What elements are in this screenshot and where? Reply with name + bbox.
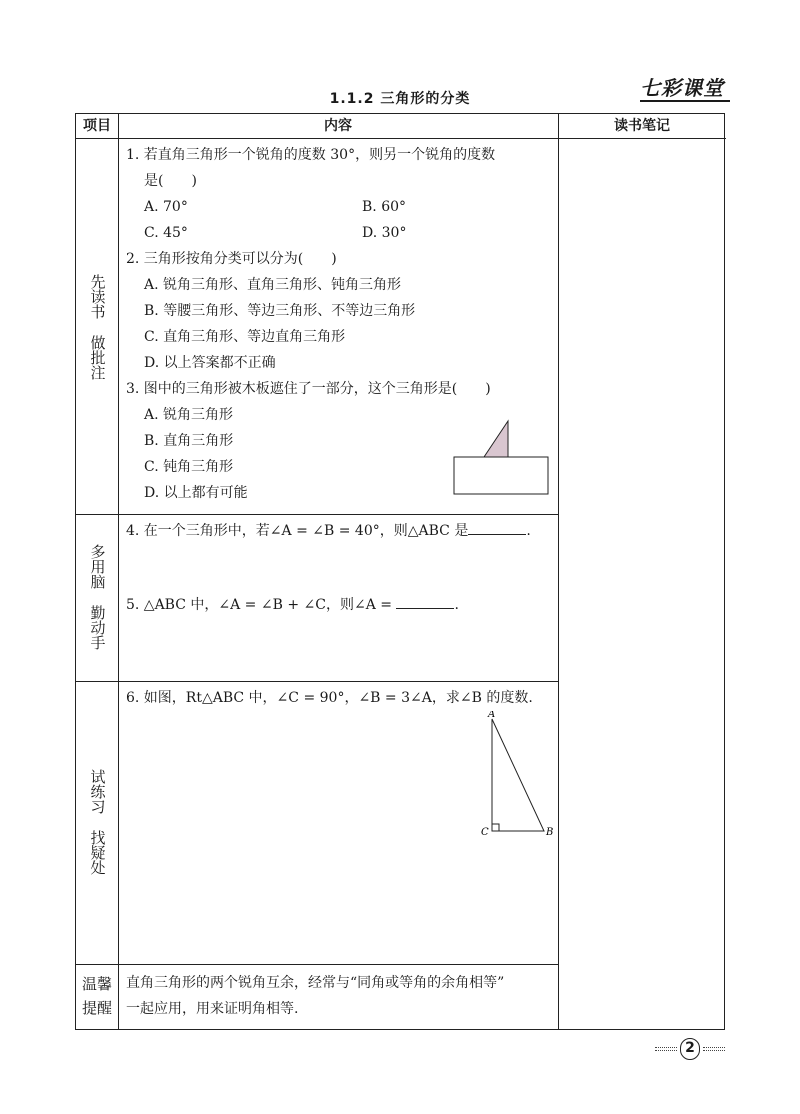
q1-stem: 1. 若直角三角形一个锐角的度数 30°，则另一个锐角的度数	[126, 147, 496, 163]
q4-text: 4. 在一个三角形中，若∠A = ∠B = 40°，则△ABC 是	[126, 523, 469, 539]
q6-stem: 6. 如图，Rt△ABC 中，∠C = 90°，∠B = 3∠A，求∠B 的度数.	[126, 690, 533, 706]
section-label-line: 先读书	[88, 274, 107, 319]
q4-answer-blank[interactable]	[468, 521, 526, 535]
vertex-label-c: C	[481, 827, 489, 838]
tip-line: 一起应用，用来证明角相等.	[126, 1001, 299, 1017]
q3-option-d: D. 以上都有可能	[144, 485, 248, 501]
wooden-board	[454, 457, 548, 494]
section-content-read	[118, 138, 558, 514]
q2-option-d: D. 以上答案都不正确	[144, 355, 276, 371]
page-title: 1.1.2 三角形的分类	[329, 91, 471, 107]
section-label-line: 找疑处	[88, 830, 107, 875]
header-item: 项目	[83, 118, 111, 134]
section-content-think	[118, 514, 558, 681]
q1-option-b: B. 60°	[362, 199, 407, 215]
q5	[126, 592, 459, 618]
hidden-triangle-figure	[450, 416, 550, 496]
tip-line: 直角三角形的两个锐角互余，经常与“同角或等角的余角相等”	[126, 975, 505, 991]
section-label-line: 试练习	[88, 769, 107, 814]
worksheet-table	[75, 113, 725, 1030]
vertex-label-b: B	[546, 827, 554, 838]
q2-option-b: B. 等腰三角形、等边三角形、不等边三角形	[144, 303, 416, 319]
header-content: 内容	[324, 118, 352, 134]
triangle-abc	[492, 719, 544, 831]
q3-stem: 3. 图中的三角形被木板遮住了一部分，这个三角形是( )	[126, 381, 491, 397]
right-triangle-figure	[468, 711, 558, 841]
section-label-line: 做批注	[88, 335, 107, 380]
section-label-line: 提醒	[81, 999, 112, 1017]
q1-stem-cont: 是( )	[144, 173, 197, 189]
section-label-line: 勤动手	[88, 605, 107, 650]
section-label-line: 多用脑	[88, 544, 107, 589]
q4-end: .	[526, 523, 531, 539]
q5-end: .	[454, 597, 459, 613]
q5-answer-blank[interactable]	[396, 595, 454, 609]
q1-option-a: A. 70°	[144, 199, 188, 215]
q5-text: 5. △ABC 中，∠A = ∠B + ∠C，则∠A =	[126, 597, 392, 613]
page-number: 2	[680, 1038, 700, 1060]
q3-option-c: C. 钝角三角形	[144, 459, 234, 475]
brand-text: 七彩课堂	[640, 76, 724, 100]
section-label-think	[76, 544, 118, 650]
q1-option-c: C. 45°	[144, 225, 188, 241]
header-notes: 读书笔记	[614, 118, 670, 134]
page-deco-left	[655, 1047, 677, 1051]
q2-stem: 2. 三角形按角分类可以分为( )	[126, 251, 337, 267]
q2-option-c: C. 直角三角形、等边直角三角形	[144, 329, 346, 345]
section-label-read	[76, 274, 118, 380]
q1-option-d: D. 30°	[362, 225, 407, 241]
section-label-tip	[76, 972, 118, 1020]
page-number-badge	[655, 1038, 725, 1060]
column-divider	[558, 114, 559, 1029]
section-label-line: 温馨	[81, 975, 112, 993]
q2-option-a: A. 锐角三角形、直角三角形、钝角三角形	[144, 277, 402, 293]
triangle-shape	[484, 421, 508, 457]
section-content-tip	[118, 964, 558, 1031]
q4	[126, 518, 531, 544]
q3-option-b: B. 直角三角形	[144, 433, 234, 449]
page-deco-right	[703, 1047, 725, 1051]
right-angle-mark	[492, 824, 499, 831]
section-label-practice	[76, 769, 118, 875]
section-content-practice	[118, 681, 558, 964]
vertex-label-a: A	[488, 711, 496, 720]
q3-option-a: A. 锐角三角形	[144, 407, 234, 423]
